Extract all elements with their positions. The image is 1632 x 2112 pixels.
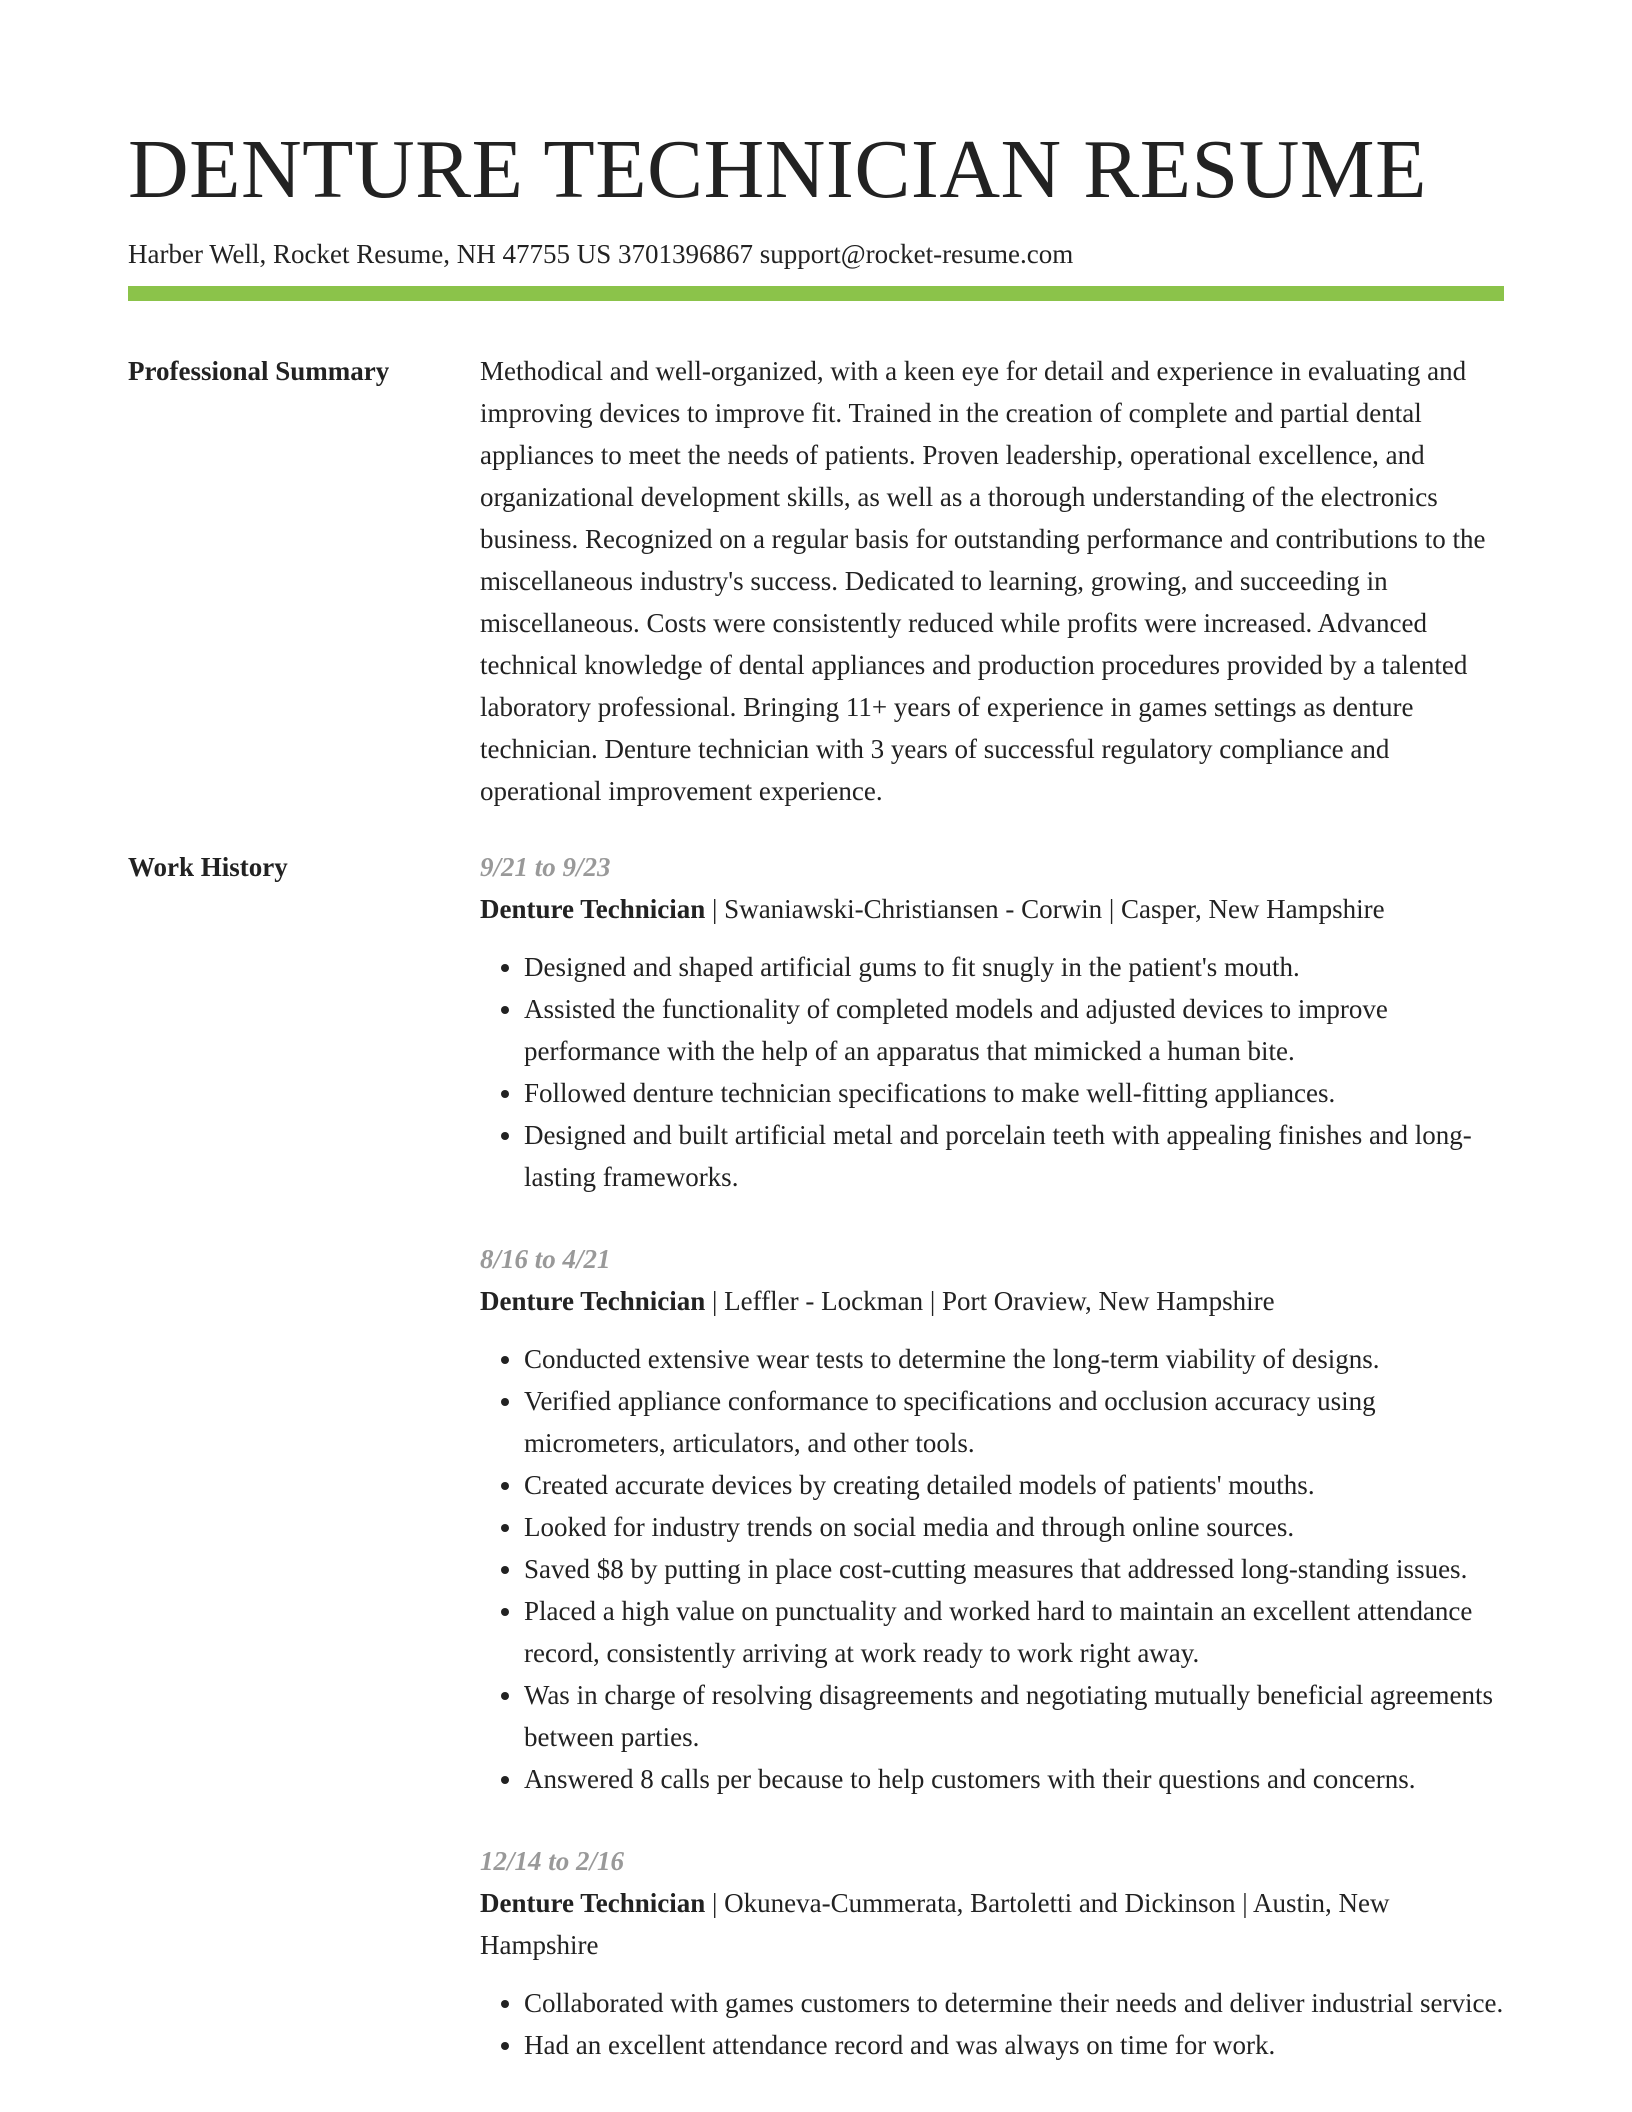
contact-line [128, 236, 1504, 272]
job-title: Denture Technician [480, 894, 706, 924]
summary-text: Methodical and well-organized, with a keen eye for detail and experience in evaluating and improving devices to improve fit. Trained in the creation of complete and partial dental appliances to meet the needs of patients. Proven leadership, operational excellence, and organizational development skills, as well as a thorough understanding of the electronics business. Recognized on a regular basis for outstanding performance and contributions to the miscellaneous industry's success. Dedicated to learning, growing, and succeeding in miscellaneous. Costs were consistently reduced while profits were increased. Advanced technical knowledge of dental appliances and production procedures provided by a talented laboratory professional. Bringing 11+ years of experience in games settings as denture technician. Denture technician with 3 years of successful regulatory compliance and operational improvement experience. [480, 356, 1486, 806]
job-dates: 9/21 to 9/23 [480, 852, 611, 882]
job-bullet: • Assisted the functionality of completed models and adjusted devices to improve performance with the help of an apparatus that mimicked a human bite. [524, 988, 1504, 1072]
job-bullet: • Designed and built artificial metal and porcelain teeth with appealing finishes and long-lasting frameworks. [524, 1114, 1504, 1198]
job-bullet: • Had an excellent attendance record and was always on time for work. [524, 2024, 1504, 2066]
section-professional-summary [128, 350, 1504, 812]
job-details: | Leffler - Lockman | Port Oraview, New Hampshire [705, 1286, 1275, 1316]
contact-phone: 3701396867 [618, 239, 753, 269]
job-bullet: • Designed and shaped artificial gums to fit snugly in the patient's mouth. [524, 946, 1504, 988]
job-entry [480, 1840, 1504, 2066]
job-bullet: • Followed denture technician specifications to make well-fitting appliances. [524, 1072, 1504, 1114]
job-bullet: • Looked for industry trends on social media and through online sources. [524, 1506, 1504, 1548]
accent-divider [128, 286, 1504, 301]
job-entry [480, 846, 1504, 1198]
job-title: Denture Technician [480, 1286, 706, 1316]
job-title: Denture Technician [480, 1888, 706, 1918]
job-bullet-list [480, 1982, 1504, 2066]
job-bullet: • Verified appliance conformance to specifications and occlusion accuracy using micrometers, articulators, and other tools. [524, 1380, 1504, 1464]
job-dates: 12/14 to 2/16 [480, 1846, 625, 1876]
work-history-content [480, 846, 1504, 2066]
section-label-summary: Professional Summary [128, 356, 390, 386]
job-bullet: • Conducted extensive wear tests to determine the long-term viability of designs. [524, 1338, 1504, 1380]
resume-title: DENTURE TECHNICIAN RESUME [128, 123, 1427, 216]
section-work-history [128, 846, 1504, 2066]
job-bullet: • Answered 8 calls per because to help customers with their questions and concerns. [524, 1758, 1504, 1800]
job-heading [480, 888, 1504, 930]
resume-body [128, 350, 1504, 2066]
job-dates: 8/16 to 4/21 [480, 1244, 611, 1274]
summary-content [480, 350, 1504, 812]
section-label-work-history: Work History [128, 852, 288, 882]
job-heading [480, 1882, 1504, 1966]
job-entry [480, 1238, 1504, 1800]
job-bullet: • Saved $8 by putting in place cost-cutting measures that addressed long-standing issues. [524, 1548, 1504, 1590]
job-bullet: • Was in charge of resolving disagreements and negotiating mutually beneficial agreements between parties. [524, 1674, 1504, 1758]
job-heading [480, 1280, 1504, 1322]
contact-address: Harber Well, Rocket Resume, NH 47755 US [128, 239, 612, 269]
resume-header [128, 118, 1504, 272]
job-bullet: • Collaborated with games customers to determine their needs and deliver industrial service. [524, 1982, 1504, 2024]
job-bullet-list [480, 1338, 1504, 1800]
job-details: | Okuneva-Cummerata, Bartoletti and Dickinson | Austin, New Hampshire [480, 1888, 1390, 1960]
job-bullet-list [480, 946, 1504, 1198]
job-details: | Swaniawski-Christiansen - Corwin | Casper, New Hampshire [705, 894, 1385, 924]
job-bullet: • Created accurate devices by creating detailed models of patients' mouths. [524, 1464, 1504, 1506]
job-bullet: • Placed a high value on punctuality and worked hard to maintain an excellent attendance record, consistently arriving at work ready to work right away. [524, 1590, 1504, 1674]
contact-email: support@rocket-resume.com [759, 239, 1074, 269]
